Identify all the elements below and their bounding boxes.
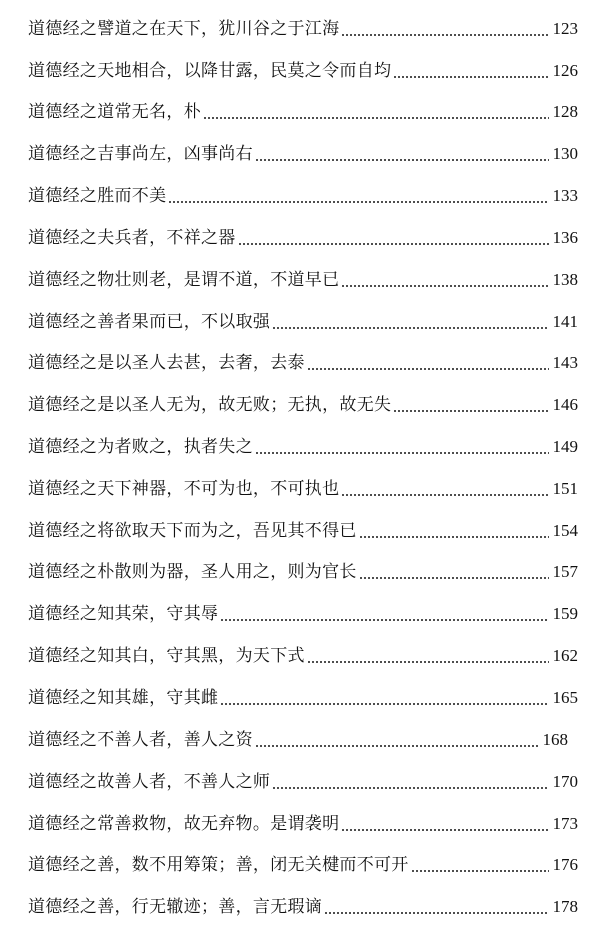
toc-entry[interactable] <box>28 637 578 667</box>
toc-entry-title: 道德经之夫兵者，不祥之器 <box>28 228 236 248</box>
toc-entry[interactable] <box>28 386 578 416</box>
toc-entry-page: 170 <box>552 772 578 791</box>
toc-entry[interactable] <box>28 303 578 333</box>
toc-entry-page: 162 <box>552 646 578 665</box>
toc-entry-page: 157 <box>552 562 578 581</box>
toc-entry-title: 道德经之不善人者，善人之资 <box>28 730 253 750</box>
toc-entry-page: 168 <box>542 730 568 749</box>
dot-leader <box>168 185 548 207</box>
toc-entry-title: 道德经之知其白，守其黑，为天下式 <box>28 646 305 666</box>
toc-entry-title: 道德经之是以圣人无为，故无败；无执，故无失 <box>28 395 392 415</box>
dot-leader <box>341 269 548 291</box>
dot-leader <box>255 729 539 751</box>
toc-entry[interactable] <box>28 679 578 709</box>
toc-entry-page: 141 <box>552 312 578 331</box>
toc-entry-title: 道德经之朴散则为器，圣人用之，则为官长 <box>28 562 357 582</box>
toc-entry-page: 136 <box>552 228 578 247</box>
toc-entry-page: 176 <box>552 855 578 874</box>
toc-entry-title: 道德经之为者败之，执者失之 <box>28 437 253 457</box>
toc-entry-title: 道德经之道常无名，朴 <box>28 102 201 122</box>
dot-leader <box>220 687 548 709</box>
toc-entry-page: 133 <box>552 186 578 205</box>
toc-entry-page: 154 <box>552 521 578 540</box>
dot-leader <box>359 520 549 542</box>
dot-leader <box>341 478 548 500</box>
toc-entry[interactable] <box>28 344 578 374</box>
toc-entry-title: 道德经之天地相合，以降甘露，民莫之令而自均 <box>28 61 392 81</box>
dot-leader <box>341 18 548 40</box>
toc-entry[interactable] <box>28 93 578 123</box>
toc-entry[interactable] <box>28 721 568 751</box>
toc-entry[interactable] <box>28 553 578 583</box>
dot-leader <box>393 394 548 416</box>
toc-entry-page: 138 <box>552 270 578 289</box>
toc-entry-title: 道德经之是以圣人去甚，去奢，去泰 <box>28 353 305 373</box>
toc-entry[interactable] <box>28 888 578 918</box>
toc-entry-page: 178 <box>552 897 578 916</box>
toc-entry-page: 159 <box>552 604 578 623</box>
toc-entry-title: 道德经之知其雄，守其雌 <box>28 688 219 708</box>
dot-leader <box>272 771 548 793</box>
toc-entry-title: 道德经之天下神器，不可为也，不可执也 <box>28 479 340 499</box>
toc-entry-page: 165 <box>552 688 578 707</box>
toc-entry[interactable] <box>28 805 578 835</box>
toc-entry[interactable] <box>28 177 578 207</box>
toc-entry-page: 146 <box>552 395 578 414</box>
dot-leader <box>238 227 549 249</box>
toc-entry-title: 道德经之譬道之在天下，犹川谷之于江海 <box>28 19 340 39</box>
toc-entry[interactable] <box>28 219 578 249</box>
toc-entry-page: 128 <box>552 102 578 121</box>
dot-leader <box>220 603 548 625</box>
toc-entry[interactable] <box>28 10 578 40</box>
toc-entry-title: 道德经之常善救物，故无弃物。是谓袭明 <box>28 814 340 834</box>
dot-leader <box>359 561 549 583</box>
toc-entry-page: 151 <box>552 479 578 498</box>
toc-entry-title: 道德经之物壮则老，是谓不道，不道早已 <box>28 270 340 290</box>
dot-leader <box>307 645 549 667</box>
dot-leader <box>393 60 548 82</box>
dot-leader <box>255 143 549 165</box>
toc-entry-title: 道德经之故善人者，不善人之师 <box>28 772 271 792</box>
dot-leader <box>255 436 549 458</box>
toc-entry[interactable] <box>28 261 578 291</box>
toc-entry-title: 道德经之吉事尚左，凶事尚右 <box>28 144 253 164</box>
toc-entry[interactable] <box>28 595 578 625</box>
toc-entry-title: 道德经之知其荣，守其辱 <box>28 604 219 624</box>
toc-entry[interactable] <box>28 763 578 793</box>
toc-entry[interactable] <box>28 428 578 458</box>
dot-leader <box>307 352 549 374</box>
toc-entry-title: 道德经之善者果而已，不以取强 <box>28 312 271 332</box>
dot-leader <box>411 854 549 876</box>
dot-leader <box>341 813 548 835</box>
toc-entry-title: 道德经之将欲取天下而为之，吾见其不得已 <box>28 521 357 541</box>
toc-entry-title: 道德经之胜而不美 <box>28 186 167 206</box>
toc-entry-page: 123 <box>552 19 578 38</box>
toc-entry-title: 道德经之善，行无辙迹；善，言无瑕谪 <box>28 897 323 917</box>
dot-leader <box>272 311 548 333</box>
toc-entry-page: 149 <box>552 437 578 456</box>
dot-leader <box>324 896 548 918</box>
toc-entry-page: 126 <box>552 61 578 80</box>
toc-entry[interactable] <box>28 135 578 165</box>
toc-entry[interactable] <box>28 846 578 876</box>
toc-entry[interactable] <box>28 52 578 82</box>
toc-entry-page: 130 <box>552 144 578 163</box>
toc-entry-page: 143 <box>552 353 578 372</box>
toc-entry-title: 道德经之善，数不用筹策；善，闭无关楗而不可开 <box>28 855 409 875</box>
dot-leader <box>203 101 549 123</box>
toc-entry[interactable] <box>28 470 578 500</box>
toc-entry-page: 173 <box>552 814 578 833</box>
toc-entry[interactable] <box>28 512 578 542</box>
